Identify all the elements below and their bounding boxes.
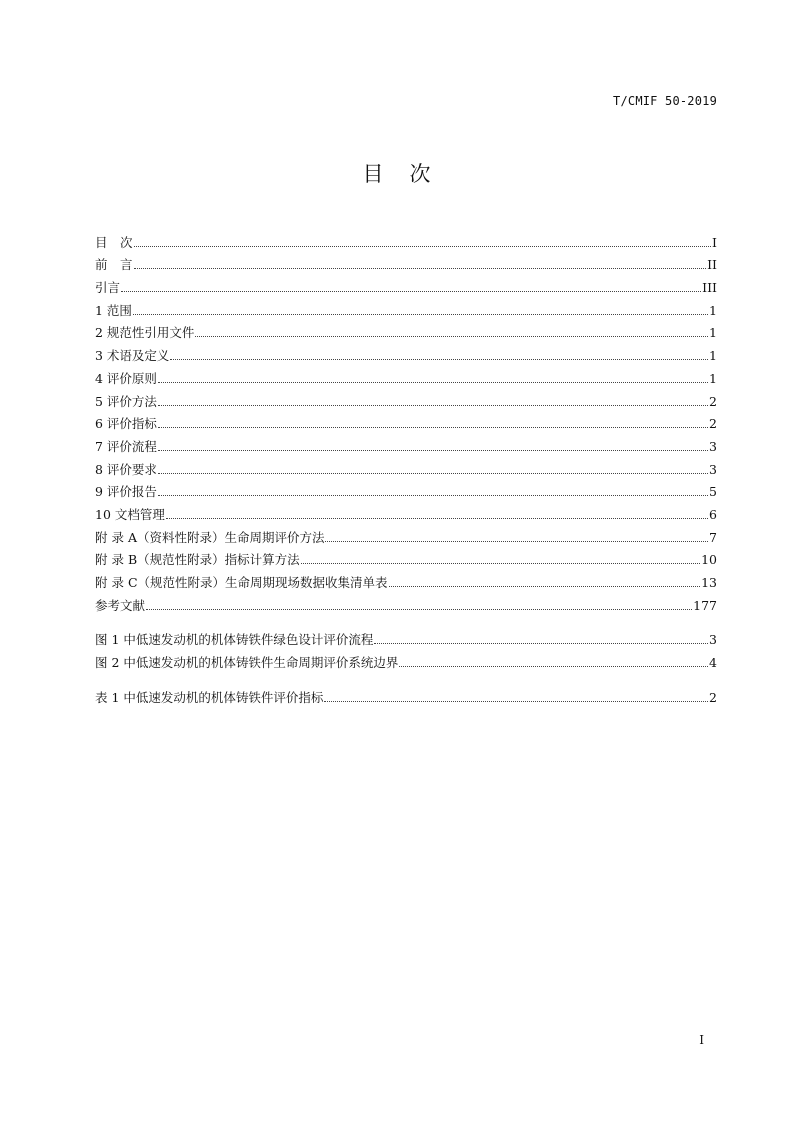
toc-entry[interactable] — [95, 683, 717, 706]
toc-entry-page: 6 — [709, 506, 717, 522]
section-spacer — [95, 671, 717, 683]
toc-entry-page: 1 — [709, 370, 717, 386]
dot-leader — [158, 449, 708, 451]
dot-leader — [166, 517, 708, 519]
toc-entry[interactable] — [95, 523, 717, 546]
section-spacer — [95, 614, 717, 626]
table-of-contents — [95, 228, 717, 706]
dot-leader — [195, 335, 708, 337]
dot-leader — [158, 404, 708, 406]
toc-entry-label: 10 文档管理 — [95, 506, 165, 522]
toc-entry-page: 3 — [709, 438, 717, 454]
toc-entry[interactable] — [95, 500, 717, 523]
dot-leader — [170, 358, 708, 360]
dot-leader — [134, 245, 712, 247]
toc-entry-label: 附 录 A（资料性附录）生命周期评价方法 — [95, 529, 325, 545]
toc-entry-page: II — [707, 257, 717, 273]
page-number: I — [699, 1033, 704, 1047]
toc-entry-page: 13 — [701, 575, 717, 590]
toc-entry-label: 1 范围 — [95, 302, 132, 318]
toc-entry-page: 2 — [709, 416, 717, 432]
toc-entry-label: 4 评价原则 — [95, 370, 157, 386]
dot-leader — [374, 642, 708, 644]
toc-entry-label: 附 录 B（规范性附录）指标计算方法 — [95, 552, 300, 568]
dot-leader — [325, 540, 708, 542]
toc-entry[interactable] — [95, 455, 717, 478]
toc-entry[interactable] — [95, 648, 717, 671]
toc-entry-label: 表 1 中低速发动机的机体铸铁件评价指标 — [95, 689, 324, 705]
toc-entry-page: 10 — [701, 552, 717, 568]
toc-table-list — [95, 683, 717, 706]
toc-entry-page: I — [712, 234, 717, 250]
toc-entry-page: 5 — [709, 484, 717, 500]
toc-entry-label: 5 评价方法 — [95, 393, 157, 409]
toc-entry-page: 1 — [709, 325, 717, 341]
toc-entry[interactable] — [95, 546, 717, 569]
page-title: 目次 — [362, 162, 457, 186]
toc-entry-label: 目 次 — [95, 234, 133, 250]
dot-leader — [324, 700, 708, 702]
toc-entry[interactable] — [95, 478, 717, 501]
toc-entry-page: 7 — [709, 529, 717, 545]
toc-entry[interactable] — [95, 296, 717, 319]
toc-entry[interactable] — [95, 591, 717, 614]
document-code: T/CMIF 50-2019 — [613, 94, 717, 108]
toc-entry[interactable] — [95, 364, 717, 387]
toc-entry-page: 1 — [709, 348, 717, 364]
dot-leader — [134, 267, 707, 269]
toc-entry[interactable] — [95, 568, 717, 591]
toc-entry-page: 2 — [709, 689, 717, 705]
toc-main-list — [95, 228, 717, 614]
toc-entry-page: 1 — [709, 302, 717, 318]
toc-entry-label: 图 2 中低速发动机的机体铸铁件生命周期评价系统边界 — [95, 655, 399, 671]
toc-entry-page: 3 — [709, 461, 717, 477]
toc-entry-label: 附 录 C（规范性附录）生命周期现场数据收集清单表 — [95, 575, 388, 590]
toc-entry-label: 图 1 中低速发动机的机体铸铁件绿色设计评价流程 — [95, 632, 374, 648]
toc-entry-label: 8 评价要求 — [95, 461, 157, 477]
toc-entry[interactable] — [95, 251, 717, 274]
dot-leader — [146, 608, 692, 610]
toc-entry-page: 4 — [709, 655, 717, 671]
dot-leader — [399, 665, 708, 667]
dot-leader — [301, 562, 700, 564]
toc-entry-label: 3 术语及定义 — [95, 348, 170, 364]
toc-entry[interactable] — [95, 228, 717, 251]
toc-entry-page: III — [702, 280, 717, 296]
toc-entry-page: 2 — [709, 393, 717, 409]
toc-entry-label: 参考文献 — [95, 597, 146, 613]
toc-entry-label: 前 言 — [95, 257, 133, 273]
toc-entry-label: 7 评价流程 — [95, 438, 157, 454]
toc-entry-page: 3 — [709, 632, 717, 648]
toc-entry-label: 9 评价报告 — [95, 484, 157, 500]
toc-entry-page: 177 — [693, 597, 717, 613]
toc-entry-label: 6 评价指标 — [95, 416, 157, 432]
dot-leader — [121, 290, 701, 292]
toc-entry[interactable] — [95, 432, 717, 455]
dot-leader — [158, 494, 708, 496]
dot-leader — [158, 381, 708, 383]
dot-leader — [158, 472, 708, 474]
toc-entry[interactable] — [95, 626, 717, 649]
toc-entry[interactable] — [95, 319, 717, 342]
toc-entry-label: 引言 — [95, 280, 121, 296]
dot-leader — [133, 313, 708, 315]
toc-entry[interactable] — [95, 341, 717, 364]
toc-entry[interactable] — [95, 273, 717, 296]
toc-entry-label: 2 规范性引用文件 — [95, 325, 195, 341]
dot-leader — [389, 585, 701, 587]
toc-entry[interactable] — [95, 387, 717, 410]
toc-figure-list — [95, 626, 717, 671]
toc-entry[interactable] — [95, 410, 717, 433]
dot-leader — [158, 426, 708, 428]
